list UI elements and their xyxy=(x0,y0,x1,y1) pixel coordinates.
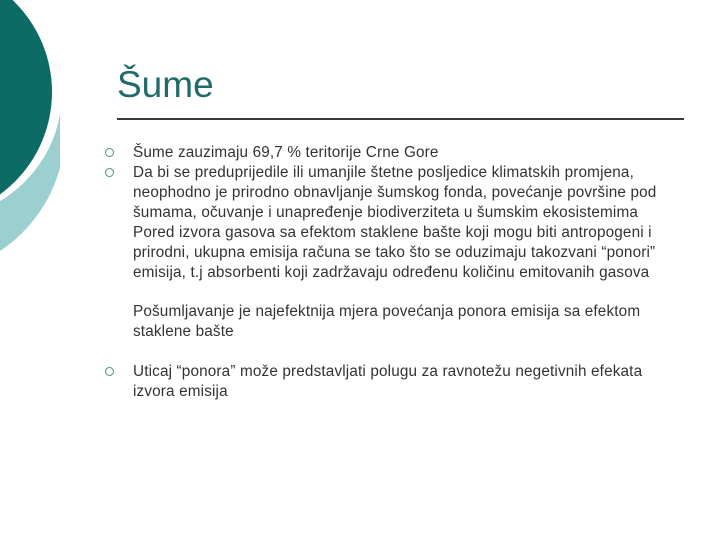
list-item xyxy=(105,362,680,402)
hollow-circle-bullet-icon xyxy=(105,148,114,157)
list-item xyxy=(105,163,680,223)
list-item-text: Pored izvora gasova sa efektom staklene bašte koji mogu biti antropogeni i prirodni, ukupna emisija računa se tako što se oduzimaju takozvani “ponori” emisija, t.j absorbenti koji zadržavaju određenu količinu emitovanih gasova xyxy=(133,224,656,281)
list-item-text: Uticaj “ponora” može predstavljati polugu za ravnotežu negetivnih efekata izvora emisija xyxy=(133,363,643,400)
hollow-circle-bullet-icon xyxy=(105,367,114,376)
list-item xyxy=(105,302,680,342)
list-item xyxy=(105,223,680,283)
list-item-text: Pošumljavanje je najefektnija mjera povećanja ponora emisija sa efektom staklene bašte xyxy=(133,303,641,340)
list-item-text: Šume zauzimaju 69,7 % teritorije Crne Gore xyxy=(133,144,439,161)
title-divider xyxy=(117,118,684,120)
list-item xyxy=(105,143,680,163)
hollow-circle-bullet-icon xyxy=(105,168,114,177)
decorative-circles xyxy=(0,0,60,290)
list-item-text: Da bi se preduprijedile ili umanjile štetne posljedice klimatskih promjena, neophodno je prirodno obnavljanje šumskog fonda, povećanje površine pod šumama, očuvanje i unapređenje biodiverziteta u šumskim ekosistemima xyxy=(133,164,657,221)
slide-title: Šume xyxy=(117,64,214,105)
slide-content xyxy=(105,143,680,402)
